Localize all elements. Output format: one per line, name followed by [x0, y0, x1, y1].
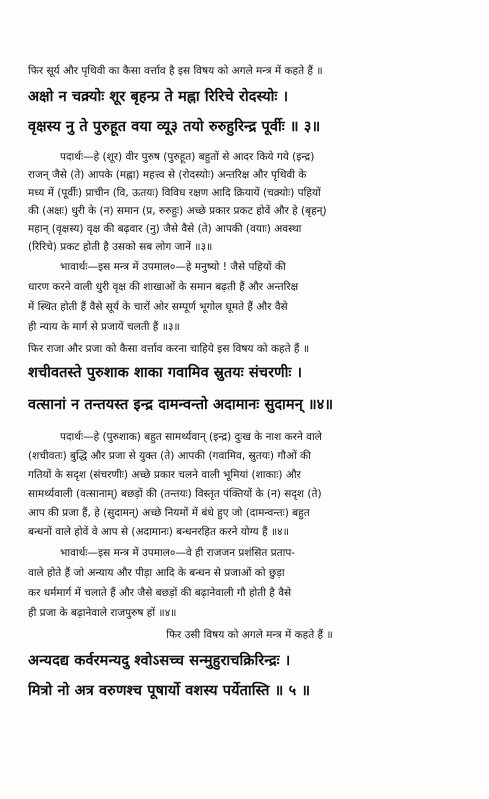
mantra-3-line-2: वृक्षस्य नु ते पुरुहूत वया व्यू३ तयो रुरुहुरिन्द्र पूर्वीः ॥ ३॥ — [28, 118, 321, 135]
bhavartha-3-line-4: ही न्याय के मार्ग से प्रजायें चलती हैं ॥३॥ — [28, 321, 180, 333]
padartha-3-line-3: मध्य में (पूर्वीः) प्राचीन (वि, ऊतयः) विविध रक्षण आदि क्रियायें (चक्र्योः) पहियों — [28, 187, 321, 199]
section-intro-2: फिर राजा और प्रजा को कैसा वर्त्ताव करना चाहिये इस विषय को कहते हैं ॥ — [28, 343, 310, 355]
padartha-4-line-6: बन्धनों वाले होवें वे आप से (अदामानः) बन्धनरहित करने योग्य हैं ॥४॥ — [28, 526, 289, 538]
bhavartha-4-line-4: ही प्रजा के बढ़ानेवाले राजपुरुष हों ॥४॥ — [28, 607, 177, 619]
padartha-4-line-3: गतियों के सदृश (संचरणीः) अच्छे प्रकार चलने वाली भूमियां (शाकाः) और — [28, 469, 301, 481]
bhavartha-3-line-3: में स्थित होती हैं वैसे सूर्य के चारों ओर सम्पूर्ण भूगोल घूमते हैं और वैसे — [28, 301, 288, 313]
mantra-5-line-2: मित्रो नो अत्र वरुणश्च पूषार्यो वशस्य पर्येतास्ति ॥ ५ ॥ — [28, 682, 311, 699]
padartha-3-line-4: की (अक्षः) धुरी के (न) समान (प्र, रुरुहुः) अच्छे प्रकार प्रकट होवें और हे (बृहन्) — [28, 205, 327, 217]
mantra-3-line-1: अक्षो न चक्र्योः शूर बृहन्प्र ते मह्ना रिरिचे रोदस्योः । — [28, 88, 289, 105]
section-intro-1: फिर सूर्य और पृथिवी का कैसा वर्त्ताव है इस विषय को अगले मन्त्र में कहते हैं ॥ — [28, 65, 323, 77]
mantra-4-line-2: वत्सानां न तन्तयस्त इन्द्र दामन्वन्तो अदामानः सुदामन् ॥४॥ — [28, 396, 334, 413]
bhavartha-4-line-3: कर धर्ममार्ग में चलाते हैं और जैसे बछड़ों की बढ़ानेवाली गौ होती है वैसे — [28, 587, 292, 599]
padartha-4-line-2: (शचीवतः) बुद्धि और प्रजा से युक्त (ते) आपकी (गवामिव, स्रुतयः) गौओं की — [28, 450, 311, 462]
bhavartha-4-line-1: भावार्थः—इस मन्त्र में उपमाल०—वे ही राजजन प्रशंसित प्रताप- — [60, 547, 296, 559]
bhavartha-4-line-2: वाले होते हैं जो अन्याय और पीड़ा आदि के बन्धन से प्रजाओं को छुड़ा — [28, 567, 285, 579]
padartha-3-line-1: पदार्थः—हे (शूर) वीर पुरुष (पुरुहूत) बहुतों से आदर किये गये (इन्द्र) — [60, 151, 315, 163]
bhavartha-3-line-1: भावार्थः—इस मन्त्र में उपमाल०—हे मनुष्यो ! जैसे पहियों की — [60, 261, 286, 273]
mantra-4-line-1: शचीवतस्ते पुरुशाक शाका गवामिव स्रुतयः संचरणीः । — [28, 364, 303, 381]
padartha-3-line-6: (रिरिचे) प्रकट होती है उसको सब लोग जानें ॥३॥ — [28, 241, 213, 253]
padartha-3-line-2: राजन् जैसे (ते) आपके (मह्ना) महत्त्व से (रोदस्योः) अन्तरिक्ष और पृथिवी के — [28, 169, 307, 181]
padartha-4-line-4: सामर्थ्यवाली (वत्सानाम्) बछड़ों की (तन्तयः) विस्तृत पंक्तियों के (न) सदृश (ते) — [28, 488, 322, 500]
padartha-4-line-5: आप की प्रजा हैं, हे (सुदामन्) अच्छे नियमों में बंधे हुए जो (दामन्वन्तः) बहुत — [28, 507, 310, 519]
bhavartha-3-line-2: धारण करने वाली धुरी वृक्ष की शाखाओं के समान बढ़ती हैं और अन्तरिक्ष — [28, 281, 299, 293]
padartha-4-line-1: पदार्थः—हे (पुरुशाक) बहुत सामर्थ्यवान् (इन्द्र) दुःख के नाश करने वाले — [60, 431, 322, 443]
padartha-3-line-5: महान् (वृक्षस्य) वृक्ष की बढ़वार (नु) जैसे वैसे (ते) आपकी (वयाः) अवस्था — [28, 223, 302, 235]
section-intro-3: फिर उसी विषय को अगले मन्त्र में कहते हैं ॥ — [166, 629, 333, 641]
mantra-5-line-1: अन्यदद्य कर्वरमन्यदु श्वोऽसच्च सन्मुहुराचक्रिरिन्द्रः । — [28, 652, 291, 669]
